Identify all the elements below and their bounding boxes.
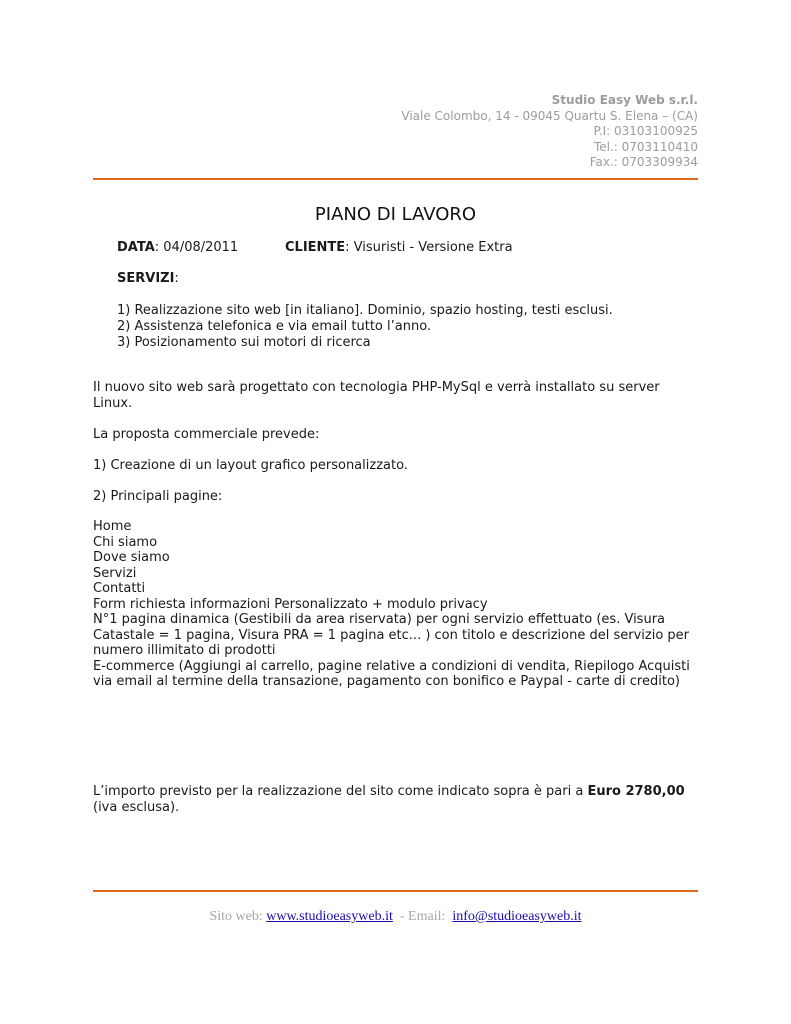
email-link[interactable]: info@studioeasyweb.it [452,909,582,924]
sito-label: Sito web: [209,909,267,924]
company-header [401,93,698,171]
servizi-label: SERVIZI [117,271,175,286]
importo-text: L’importo previsto per la realizzazione del sito come indicato sopra è pari a [93,784,588,799]
punto-1: 1) Creazione di un layout grafico personalizzato. [93,458,408,473]
website-link[interactable]: www.studioeasyweb.it [266,909,393,924]
data-value: : 04/08/2011 [154,240,239,255]
list-item: 1) Realizzazione sito web [in italiano]. Dominio, spazio hosting, testi esclusi. [117,303,613,318]
footer-divider [93,890,698,892]
header-divider [93,178,698,180]
document-title: PIANO DI LAVORO [314,204,477,225]
servizi-heading [117,271,179,286]
company-fax: Fax.: 0703309934 [589,155,698,169]
importo-value: Euro 2780,00 [587,784,685,799]
list-item: Chi siamo [93,534,158,550]
list-item: Contatti [93,581,146,596]
list-item: 3) Posizionamento sui motori di ricerca [117,335,371,350]
email-label: - Email: [392,909,453,924]
importo-paragraph [93,784,698,816]
company-address: Viale Colombo, 14 - 09045 Quartu S. Elena – (CA) [401,108,698,123]
importo-suffix: (iva esclusa). [93,800,180,815]
list-item: Servizi [93,565,137,581]
company-name: Studio Easy Web s.r.l. [551,93,698,107]
list-item: Dove siamo [93,550,170,565]
data-field [117,240,238,256]
pagine-list [93,519,698,690]
company-piva: P.I: 03103100925 [593,124,698,138]
footer [0,909,791,925]
cliente-value: : Visuristi - Versione Extra [345,240,513,255]
proposta-paragraph: La proposta commerciale prevede: [93,427,320,442]
cliente-field [285,240,513,256]
list-item: Home [93,519,132,534]
company-tel: Tel.: 0703110410 [593,139,698,154]
list-item: Form richiesta informazioni Personalizzato + modulo privacy [93,596,488,612]
punto-2: 2) Principali pagine: [93,489,223,504]
intro-paragraph: Il nuovo sito web sarà progettato con tecnologia PHP-MySql e verrà installato su server Linux. [93,380,660,411]
cliente-label: CLIENTE [285,240,346,255]
list-item: E-commerce (Aggiungi al carrello, pagine relative a condizioni di vendita, Riepilogo Acquisti via email al termine della transazione, pagamento con bonifico e Paypal - carte di credito) [93,658,690,689]
servizi-list [117,303,613,351]
data-label: DATA [117,240,155,255]
list-item: 2) Assistenza telefonica e via email tutto l’anno. [117,319,432,334]
list-item: N°1 pagina dinamica (Gestibili da area riservata) per ogni servizio effettuato (es. Visura Catastale = 1 pagina, Visura PRA = 1 pagina etc... ) con titolo e descrizione del servizio per numero illimitato di prodotti [93,612,690,658]
servizi-colon: : [174,271,179,286]
